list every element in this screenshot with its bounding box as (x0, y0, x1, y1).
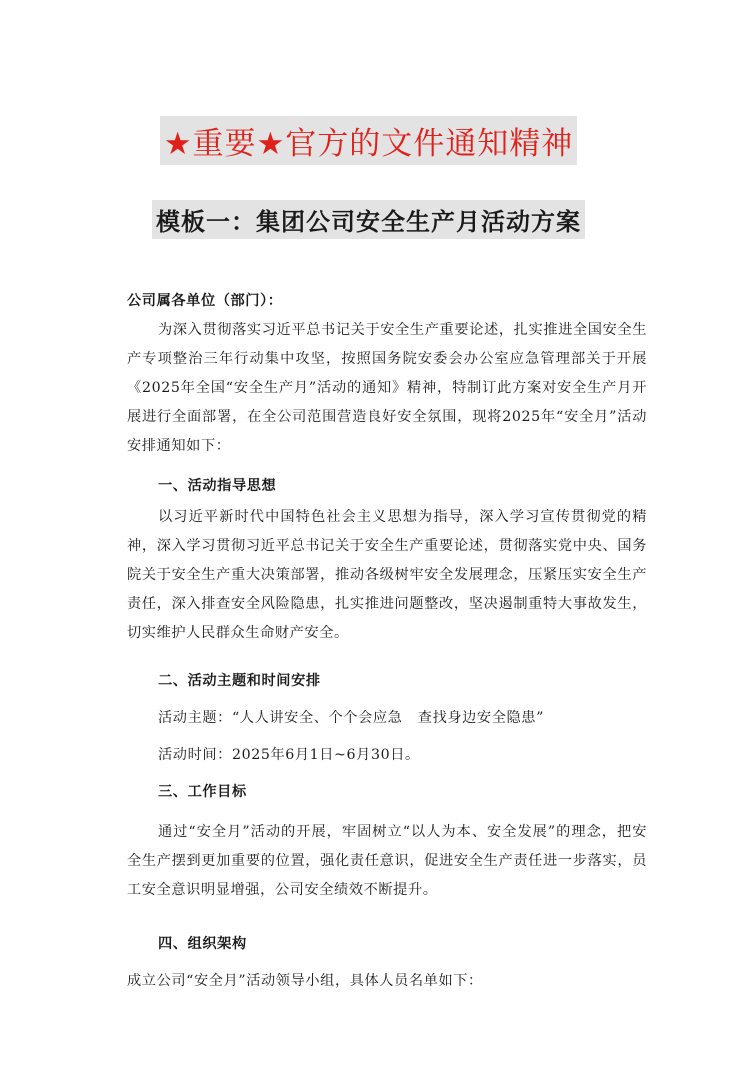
section1-heading: 一、活动指导思想 (158, 478, 277, 494)
document-subtitle-text: 模板一：集团公司安全生产月活动方案 (152, 200, 585, 239)
document-title-text: ★重要★官方的文件通知精神 (160, 116, 578, 165)
section3-paragraph: 通过“安全月”活动的开展，牢固树立“以人为本、安全发展”的理念，把安全生产摆到更加重要的位置，强化责任意识，促进安全生产责任进一步落实，员工安全意识明显增强，公司安全绩效不断提升。 (127, 824, 647, 898)
salutation: 公司属各单位（部门）： (127, 293, 283, 309)
section1-paragraph: 以习近平新时代中国特色社会主义思想为指导，深入学习宣传贯彻党的精神，深入学习贯彻习近平总书记关于安全生产重要论述，贯彻落实党中央、国务院关于安全生产重大决策部署，推动各级树牢安全发展理念，压紧压实安全生产责任，深入排查安全风险隐患，扎实推进问题整改，坚决遏制重特大事故发生，切实维护人民群众生命财产安全。 (127, 509, 647, 641)
section4-paragraph: 成立公司“安全月”活动领导小组，具体人员名单如下： (127, 973, 483, 989)
section3-heading: 三、工作目标 (158, 784, 247, 800)
document-subtitle (0, 200, 737, 239)
section2-heading: 二、活动主题和时间安排 (158, 673, 321, 689)
section4-heading: 四、组织架构 (158, 936, 247, 952)
section2-theme: 活动主题：“人人讲安全、个个会应急 查找身边安全隐患” (158, 710, 544, 726)
intro-paragraph: 为深入贯彻落实习近平总书记关于安全生产重要论述，扎实推进全国安全生产专项整治三年行动集中攻坚，按照国务院安委会办公室应急管理部关于开展《2025年全国“安全生产月”活动的通知》精神，特制订此方案对安全生产月开展进行全面部署，在全公司范围营造良好安全氛围，现将2025年“安全月”活动安排通知如下： (127, 322, 647, 454)
document-title (0, 116, 737, 165)
section2-time: 活动时间：2025年6月1日~6月30日。 (158, 747, 420, 763)
